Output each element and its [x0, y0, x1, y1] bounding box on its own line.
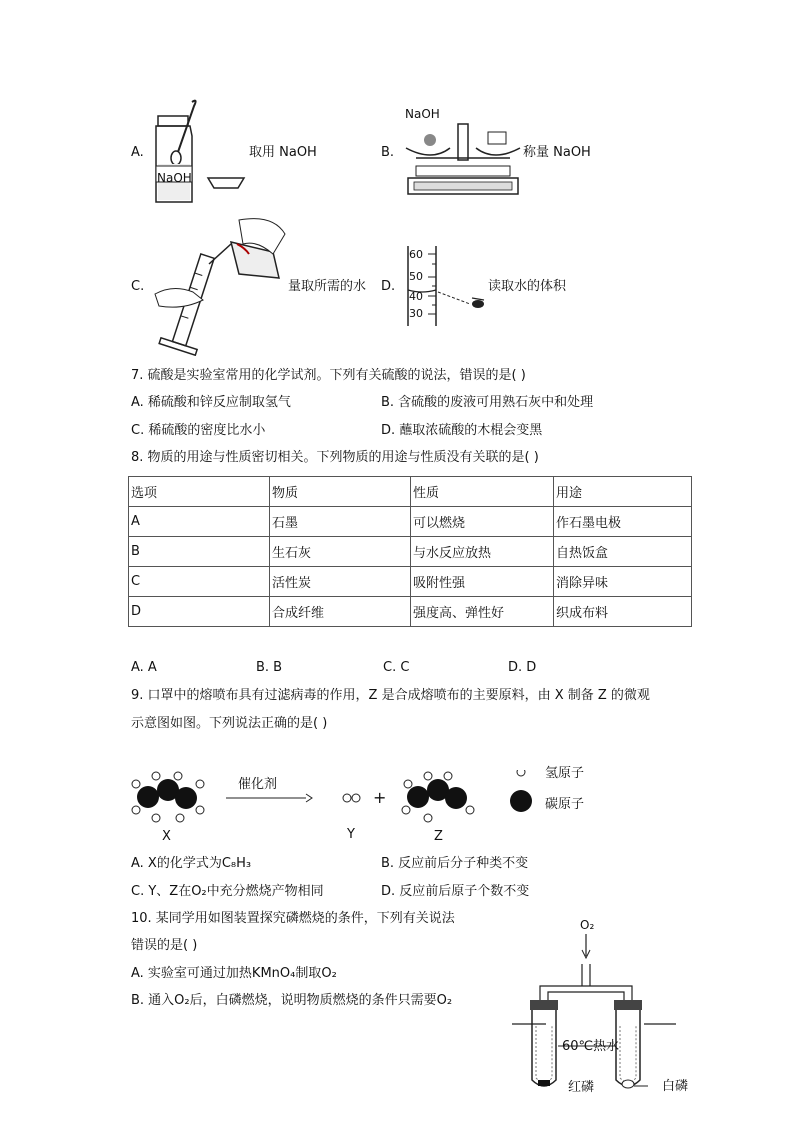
- table-cell: D: [129, 597, 270, 627]
- scale-tick-30: 30: [409, 307, 423, 320]
- table-cell: A: [129, 507, 270, 537]
- molecule-z-label: Z: [434, 829, 443, 844]
- plus-sign: +: [373, 788, 387, 807]
- q6-option-c-letter: C.: [131, 279, 145, 294]
- q8-option-b: B. B: [256, 660, 283, 675]
- balance-scale-figure: [402, 118, 524, 198]
- q9-stem-line2: 示意图如图。下列说法正确的是( ): [131, 716, 328, 731]
- table-cell: 作石墨电极: [554, 507, 692, 537]
- molecule-y-label: Y: [347, 827, 355, 842]
- naoh-bottle-spoon-figure: [148, 96, 252, 208]
- q7-stem: 7. 硫酸是实验室常用的化学试剂。下列有关硫酸的说法，错误的是( ): [131, 368, 526, 383]
- table-row: [129, 537, 692, 567]
- q6-option-b-letter: B.: [381, 145, 395, 160]
- q6-option-a-caption: 取用 NaOH: [249, 145, 317, 160]
- table-cell: B: [129, 537, 270, 567]
- q8-option-a: A. A: [131, 660, 157, 675]
- q9-option-c: C. Y、Z在O₂中充分燃烧产物相同: [131, 884, 324, 899]
- catalyst-label: 催化剂: [238, 777, 278, 792]
- table-header: 性质: [411, 477, 554, 507]
- scale-tick-40: 40: [409, 290, 423, 303]
- table-cell: 消除异味: [554, 567, 692, 597]
- q10-stem-line1: 10. 某同学用如图装置探究磷燃烧的条件，下列有关说法: [131, 911, 455, 926]
- table-cell: 自热饭盒: [554, 537, 692, 567]
- table-cell: 石墨: [270, 507, 411, 537]
- q6-option-a-letter: A.: [131, 145, 144, 160]
- q8-option-c: C. C: [383, 660, 410, 675]
- legend-hydrogen: 氢原子: [545, 766, 585, 781]
- scale-tick-60: 60: [409, 248, 423, 261]
- q9-option-a: A. X的化学式为C₈H₃: [131, 856, 252, 871]
- table-header: 用途: [554, 477, 692, 507]
- table-header: 物质: [270, 477, 411, 507]
- q6-option-d-caption: 读取水的体积: [488, 279, 567, 294]
- q9-option-d: D. 反应前后原子个数不变: [381, 884, 530, 899]
- table-cell: 活性炭: [270, 567, 411, 597]
- reaction-diagram: [128, 770, 598, 830]
- q7-option-d: D. 蘸取浓硫酸的木棍会变黑: [381, 423, 543, 438]
- table-cell: 与水反应放热: [411, 537, 554, 567]
- table-header-row: [129, 477, 692, 507]
- q6-option-b-caption: 称量 NaOH: [523, 145, 591, 160]
- table-cell: 强度高、弹性好: [411, 597, 554, 627]
- q8-option-d: D. D: [508, 660, 537, 675]
- q6-option-d-letter: D.: [381, 279, 396, 294]
- table-cell: 合成纤维: [270, 597, 411, 627]
- pouring-water-cylinder-figure: [153, 214, 289, 356]
- q10-option-b: B. 通入O₂后，白磷燃烧，说明物质燃烧的条件只需要O₂: [131, 993, 453, 1008]
- pan-label: NaOH: [405, 107, 440, 121]
- table-header: 选项: [129, 477, 270, 507]
- table-row: [129, 507, 692, 537]
- q7-option-b: B. 含硫酸的废液可用熟石灰中和处理: [381, 395, 594, 410]
- q7-option-c: C. 稀硫酸的密度比水小: [131, 423, 266, 438]
- q7-option-a: A. 稀硫酸和锌反应制取氢气: [131, 395, 291, 410]
- phosphorus-apparatus-figure: [510, 930, 680, 1100]
- q9-stem-line1: 9. 口罩中的熔喷布具有过滤病毒的作用，Z 是合成熔喷布的主要原料，由 X 制备 Z 的微观: [131, 688, 650, 703]
- water-label: 60℃热水: [562, 1039, 620, 1054]
- red-phosphorus-label: 红磷: [568, 1080, 595, 1095]
- q8-table: [128, 476, 692, 627]
- table-cell: 生石灰: [270, 537, 411, 567]
- table-cell: 可以燃烧: [411, 507, 554, 537]
- q10-stem-line2: 错误的是( ): [131, 938, 198, 953]
- scale-tick-50: 50: [409, 270, 423, 283]
- table-row: [129, 597, 692, 627]
- white-phosphorus-label: 白磷: [662, 1079, 689, 1094]
- gas-label: O₂: [580, 918, 595, 932]
- table-cell: C: [129, 567, 270, 597]
- table-cell: 织成布料: [554, 597, 692, 627]
- table-row: [129, 567, 692, 597]
- molecule-x-label: X: [162, 829, 171, 844]
- q9-option-b: B. 反应前后分子种类不变: [381, 856, 529, 871]
- legend-carbon: 碳原子: [545, 797, 585, 812]
- table-cell: 吸附性强: [411, 567, 554, 597]
- q8-stem: 8. 物质的用途与性质密切相关。下列物质的用途与性质没有关联的是( ): [131, 450, 539, 465]
- q6-option-c-caption: 量取所需的水: [288, 279, 367, 294]
- bottle-label: NaOH: [157, 171, 192, 185]
- q10-option-a: A. 实验室可通过加热KMnO₄制取O₂: [131, 966, 337, 981]
